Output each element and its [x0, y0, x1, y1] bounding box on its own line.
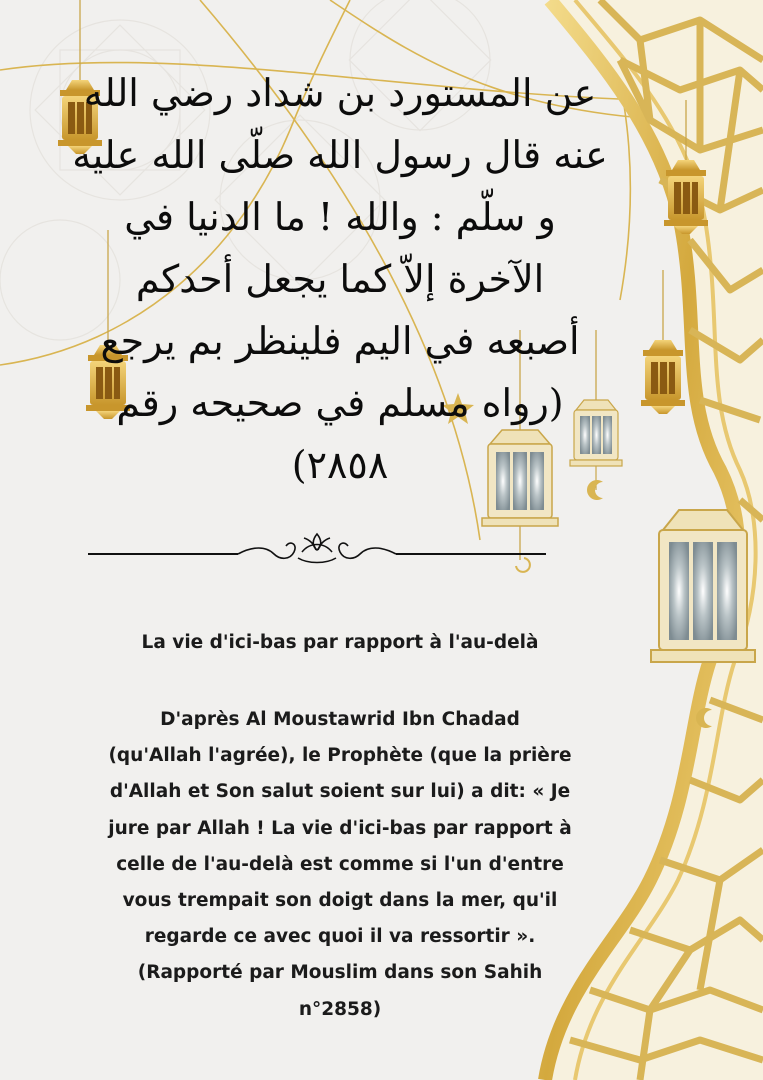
lantern-icon	[641, 340, 685, 414]
arabic-line: ٢٨٥٨)	[291, 443, 389, 487]
lantern-icon	[664, 160, 708, 234]
french-line: regarde ce avec quoi il va ressortir ».	[144, 926, 536, 948]
french-line: (qu'Allah l'agrée), le Prophète (que la prière	[108, 745, 572, 767]
arabic-line: أصبعه في اليم فلينظر بم يرجع	[100, 319, 580, 363]
arabic-line: (رواه مسلم في صحيحه رقم	[116, 381, 564, 425]
french-line: (Rapporté par Mouslim dans son Sahih	[137, 962, 543, 984]
arabic-hadith	[70, 62, 610, 496]
arabic-line: عن المستورد بن شداد رضي الله	[83, 71, 597, 115]
french-translation	[52, 702, 628, 1028]
french-line: vous trempait son doigt dans la mer, qu'il	[122, 890, 558, 912]
french-line: D'après Al Moustawrid Ibn Chadad	[160, 709, 520, 730]
lantern-icon	[651, 510, 755, 662]
french-line: celle de l'au-delà est comme si l'un d'entre	[116, 853, 564, 875]
arabic-line: و سلّم : والله ! ما الدنيا في	[124, 195, 556, 239]
arabic-line: الآخرة إلاّ كما يجعل أحدكم	[135, 257, 545, 301]
french-title: La vie d'ici-bas par rapport à l'au-delà	[141, 632, 539, 653]
french-line: jure par Allah ! La vie d'ici-bas par rapport à	[108, 817, 572, 839]
arabic-line: عنه قال رسول الله صلّى الله عليه	[72, 133, 608, 177]
french-line: d'Allah et Son salut soient sur lui) a dit: « Je	[109, 781, 571, 803]
french-line: n°2858)	[298, 998, 382, 1020]
ornament-divider	[88, 528, 546, 574]
